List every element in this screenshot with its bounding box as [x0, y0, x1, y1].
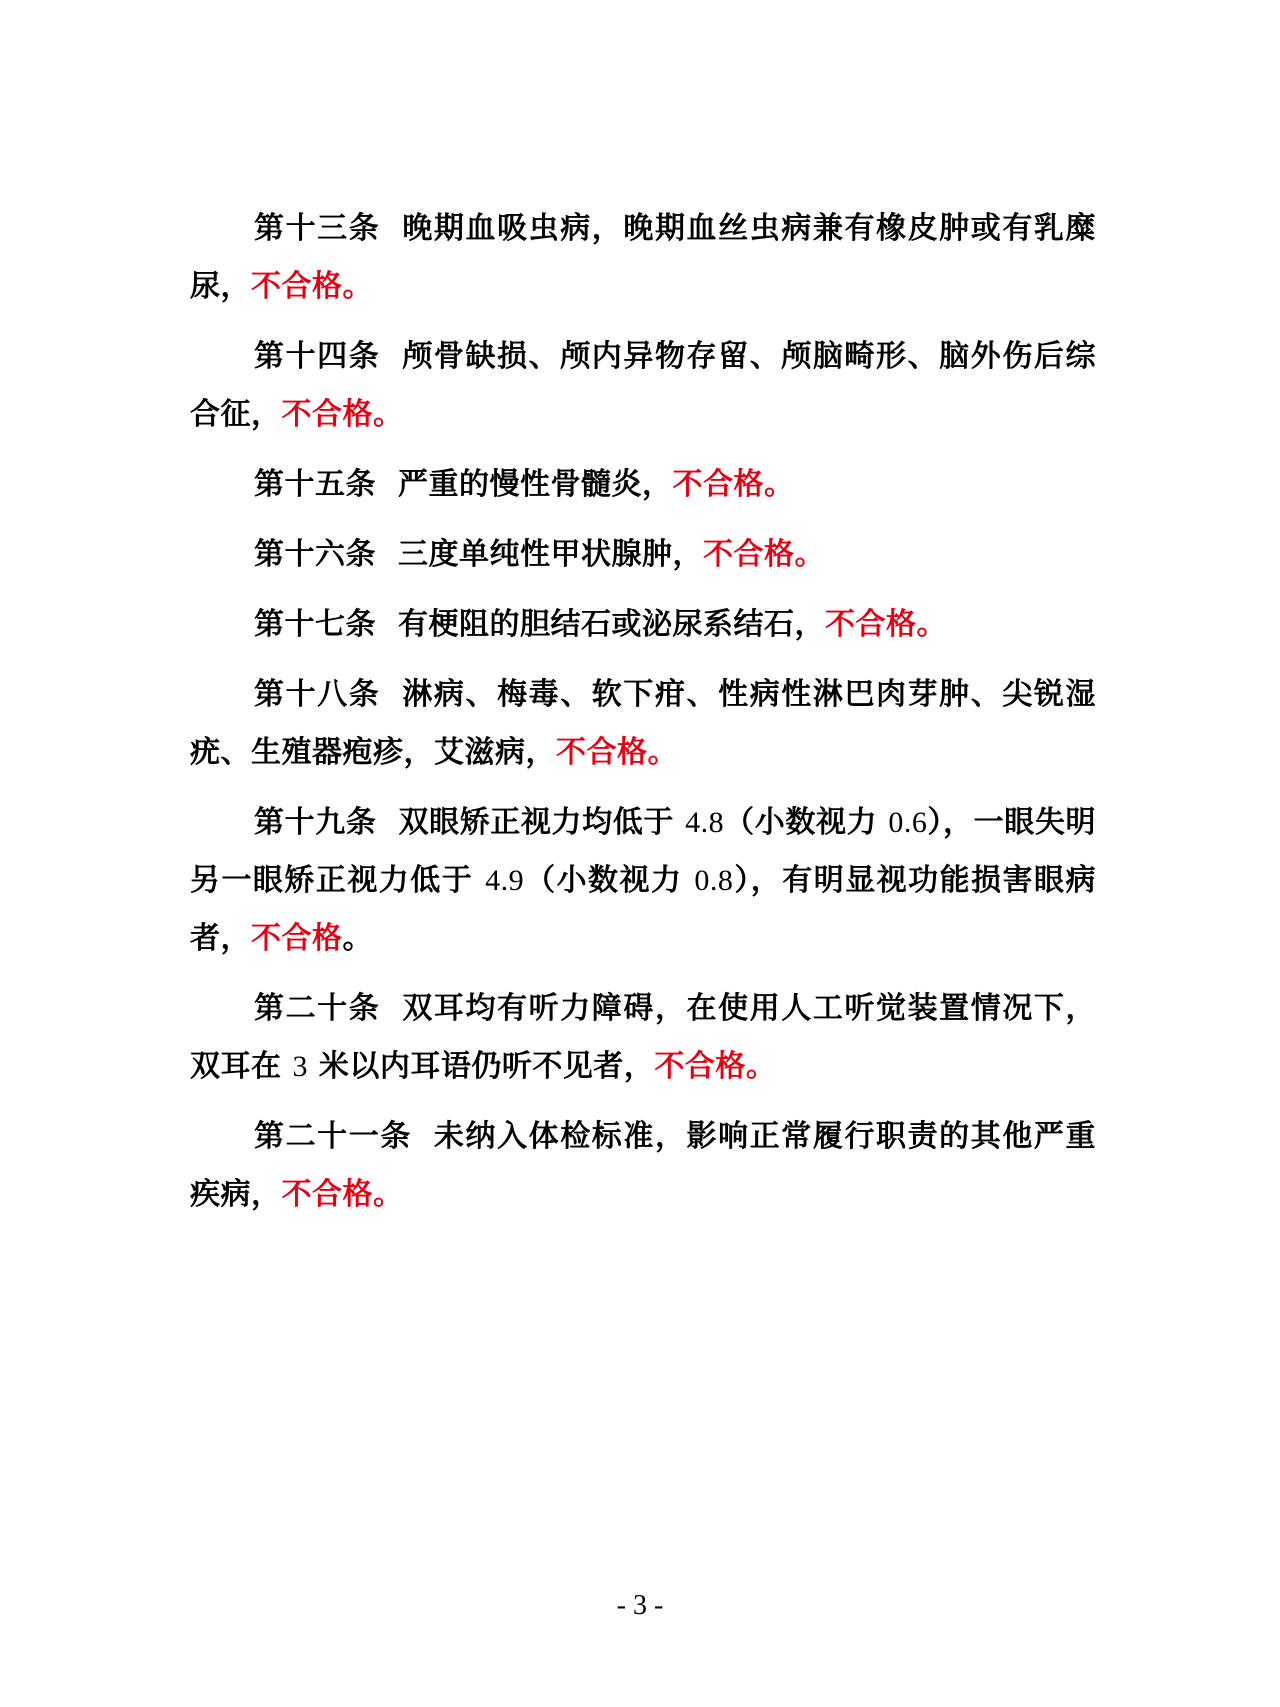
- verdict-unqualified: 不合格。: [556, 735, 678, 770]
- document-page: [190, 200, 1096, 1236]
- verdict-unqualified: 不合格。: [281, 397, 404, 432]
- article-text: 未纳入体检标准，影响正常履行职责的其他严重疾病，: [190, 1119, 1097, 1212]
- verdict-unqualified: 不合格。: [703, 537, 825, 572]
- verdict-unqualified: 不合格。: [672, 467, 795, 502]
- article-16: [190, 526, 1096, 584]
- article-number: 第十七条: [254, 607, 376, 642]
- article-number: 第十三条: [254, 211, 381, 246]
- article-21: [190, 1108, 1096, 1224]
- verdict-unqualified: 不合格。: [654, 1049, 777, 1084]
- article-number: 第十八条: [254, 677, 381, 712]
- article-number: 第二十条: [254, 991, 381, 1026]
- article-text: 颅骨缺损、颅内异物存留、颅脑畸形、脑外伤后综合征，: [190, 339, 1097, 432]
- verdict-unqualified: 不合格。: [251, 269, 373, 304]
- verdict-unqualified: 不合格: [251, 921, 343, 956]
- article-text: 严重的慢性骨髓炎，: [398, 467, 673, 502]
- article-text: 有梗阻的胆结石或泌尿系结石，: [398, 607, 825, 642]
- article-18: [190, 666, 1096, 782]
- verdict-period: 。: [342, 921, 373, 956]
- article-19: [190, 794, 1096, 968]
- article-number: 第二十一条: [254, 1119, 412, 1154]
- article-number: 第十五条: [254, 467, 376, 502]
- article-20: [190, 980, 1096, 1096]
- article-17: [190, 596, 1096, 654]
- article-13: [190, 200, 1096, 316]
- article-number: 第十六条: [254, 537, 376, 572]
- article-14: [190, 328, 1096, 444]
- article-text: 双耳均有听力障碍，在使用人工听觉装置情况下，双耳在 3 米以内耳语仍听不见者，: [190, 991, 1097, 1084]
- article-text: 晚期血吸虫病，晚期血丝虫病兼有橡皮肿或有乳糜尿，: [190, 211, 1097, 304]
- article-text: 双眼矫正视力均低于 4.8（小数视力 0.6），一眼失明另一眼矫正视力低于 4.9（小数视力 0.8），有明显视功能损害眼病者，: [190, 805, 1096, 956]
- article-text: 淋病、梅毒、软下疳、性病性淋巴肉芽肿、尖锐湿疣、生殖器疱疹，艾滋病，: [190, 677, 1097, 770]
- article-text: 三度单纯性甲状腺肿，: [398, 537, 703, 572]
- page-number: - 3 -: [616, 1590, 664, 1621]
- verdict-unqualified: 不合格。: [825, 607, 947, 642]
- article-15: [190, 456, 1096, 514]
- article-number: 第十九条: [254, 805, 377, 840]
- article-number: 第十四条: [254, 339, 381, 374]
- verdict-unqualified: 不合格。: [281, 1177, 404, 1212]
